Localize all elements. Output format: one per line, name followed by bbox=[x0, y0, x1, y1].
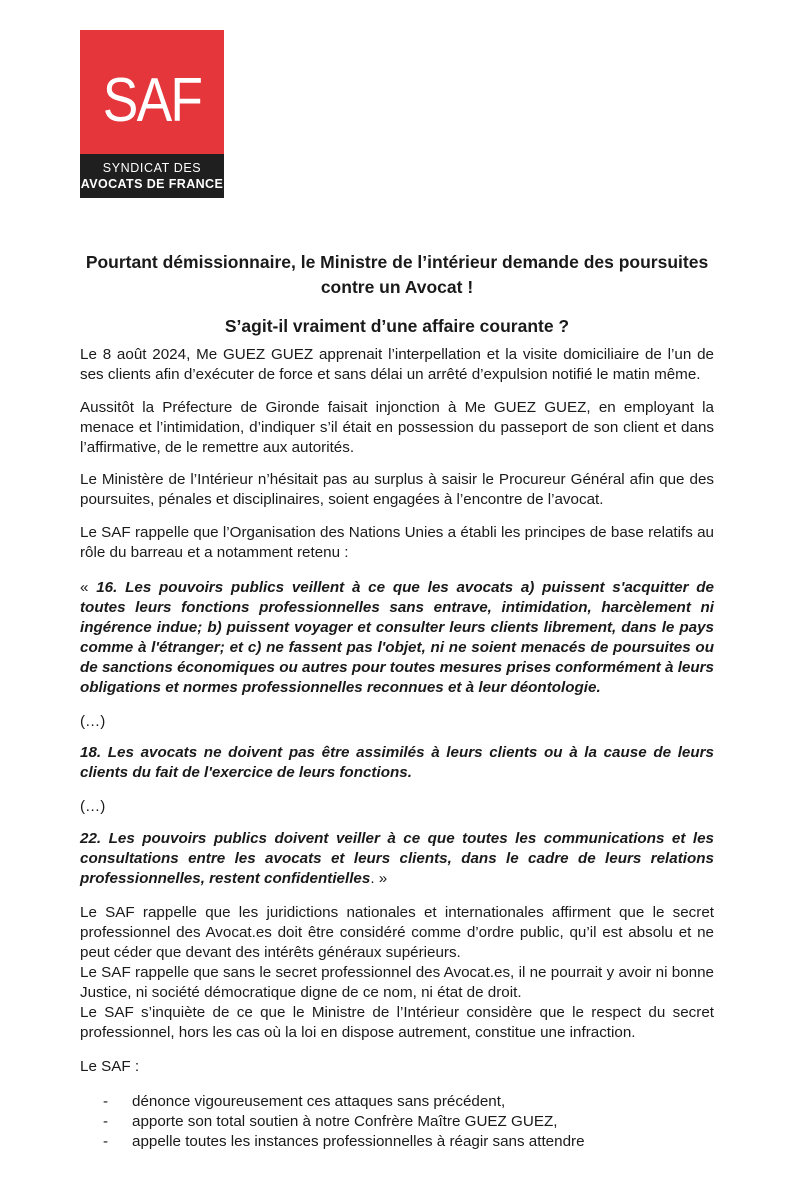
quote-open-mark: « bbox=[80, 579, 97, 596]
principle-16-text: 16. Les pouvoirs publics veillent à ce que les avocats a) puissent s'acquitter de toutes leurs fonctions professionnelles sans entrave, intimidation, harcèlement ni ingérence indue; b) puissent voyager et consulter leurs clients librement, dans le pays comme à l'étranger; et c) ne fassent pas l'objet, ni ne soient menacés de poursuites ou de sanctions économiques ou autres pour toutes mesures prises conformément à leurs obligations et normes professionnelles reconnues et à leur déontologie. bbox=[80, 579, 714, 696]
paragraph-facts: Le 8 août 2024, Me GUEZ GUEZ apprenait l’interpellation et la visite domiciliaire de l’un de ses clients afin d’exécuter de force et sans délai un arrêté d’expulsion notifié le matin même. bbox=[80, 346, 714, 383]
saf-logo bbox=[80, 30, 224, 198]
paragraph-ministre-infraction: Le SAF s’inquiète de ce que le Ministre de l’Intérieur considère que le respect du secret professionnel, hors les cas où la loi en dispose autrement, constitue une infraction. bbox=[80, 1004, 714, 1041]
paragraph-secret-justice: Le SAF rappelle que sans le secret professionnel des Avocat.es, il ne pourrait y avoir ni bonne Justice, ni société démocratique digne de ce nom, ni état de droit. bbox=[80, 964, 714, 1001]
logo-line-1: SYNDICAT DES bbox=[102, 161, 202, 175]
saf-demands-list bbox=[80, 1092, 720, 1152]
le-saf-label: Le SAF : bbox=[80, 1058, 140, 1075]
list-item-text: appelle toutes les instances professionnelles à réagir sans attendre bbox=[132, 1133, 585, 1150]
list-item bbox=[80, 1092, 720, 1112]
logo-acronym: SAF bbox=[102, 66, 202, 135]
list-item-text: dénonce vigoureusement ces attaques sans précédent, bbox=[132, 1093, 506, 1110]
paragraph-un-principles: Le SAF rappelle que l’Organisation des Nations Unies a établi les principes de base relatifs au rôle du barreau et a notamment retenu : bbox=[80, 524, 714, 561]
list-dash: - bbox=[103, 1093, 109, 1110]
quote-principle-22 bbox=[80, 829, 714, 889]
paragraph-prefecture: Aussitôt la Préfecture de Gironde faisait injonction à Me GUEZ GUEZ, en employant la menace et l’intimidation, d’indiquer s’il était en possession du passeport de son client et dans l’affirmative, de le remettre aux autorités. bbox=[80, 399, 714, 456]
document-subtitle: S’agit-il vraiment d’une affaire courante ? bbox=[224, 316, 570, 336]
quote-principle-18: 18. Les avocats ne doivent pas être assimilés à leurs clients ou à la cause de leurs clients du fait de l'exercice de leurs fonctions. bbox=[80, 744, 714, 781]
paragraph-secret-ordre-public: Le SAF rappelle que les juridictions nationales et internationales affirment que le secret professionnel des Avocat.es doit être considéré comme d’ordre public, qu’il est absolu et ne peut céder que devant des intérêts généraux supérieurs. bbox=[80, 904, 714, 961]
list-dash: - bbox=[103, 1113, 109, 1130]
quote-principle-16 bbox=[80, 578, 714, 698]
ellipsis-1: (…) bbox=[80, 713, 106, 730]
quote-close-mark: . » bbox=[370, 870, 388, 887]
ellipsis-2: (…) bbox=[80, 798, 106, 815]
list-item-text: apporte son total soutien à notre Confrère Maître GUEZ GUEZ, bbox=[132, 1113, 558, 1130]
logo-line-2: AVOCATS DE FRANCE bbox=[80, 177, 224, 191]
list-dash: - bbox=[103, 1133, 109, 1150]
principle-22-text: 22. Les pouvoirs publics doivent veiller à ce que toutes les communications et les consultations entre les avocats et leurs clients, dans le cadre de leurs relations professionnelles, restent confidentielles bbox=[80, 830, 714, 887]
list-item bbox=[80, 1112, 720, 1132]
list-item bbox=[80, 1132, 720, 1152]
paragraph-ministry: Le Ministère de l’Intérieur n’hésitait pas au surplus à saisir le Procureur Général afin que des poursuites, pénales et disciplinaires, soient engagées à l’encontre de l’avocat. bbox=[80, 471, 714, 508]
document-title: Pourtant démissionnaire, le Ministre de l’intérieur demande des poursuites contre un Avocat ! bbox=[85, 252, 709, 297]
